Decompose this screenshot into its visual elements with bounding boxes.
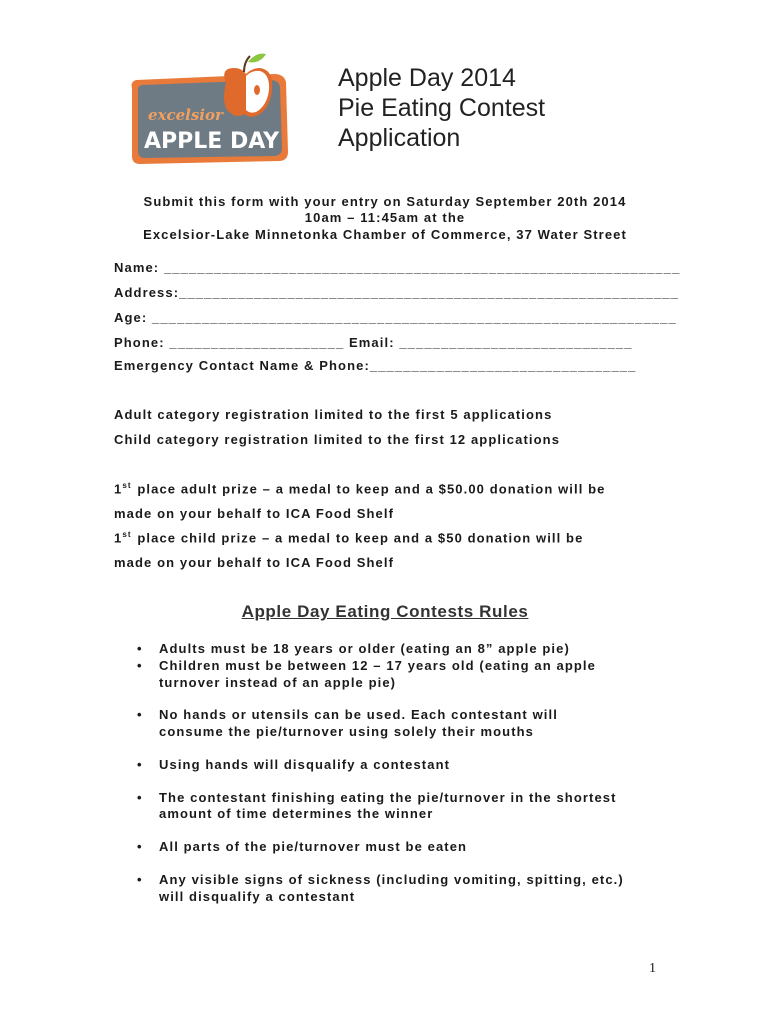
rule-5-line-2: amount of time determines the winner — [159, 806, 434, 821]
rule-7-line-1: Any visible signs of sickness (including vomiting, spitting, etc.) — [159, 872, 624, 887]
child-limit-text: Child category registration limited to the first 12 applications — [114, 432, 561, 447]
rule-2-line-2: turnover instead of an apple pie) — [159, 675, 397, 690]
title-line-1: Apple Day 2014 — [338, 64, 516, 92]
title-line-2: Pie Eating Contest — [338, 94, 546, 122]
rule-1: Adults must be 18 years or older (eating an 8” apple pie) — [159, 641, 570, 656]
rule-4: Using hands will disqualify a contestant — [159, 757, 451, 772]
adult-prize-text: place adult prize – a medal to keep and a $50.00 donation will be — [137, 481, 606, 497]
child-prize-text: place child prize – a medal to keep and a $50 donation will be — [137, 530, 584, 546]
title-line-3: Application — [338, 124, 461, 152]
intro-line-2: 10am – 11:45am at the — [304, 210, 466, 225]
page-number: 1 — [649, 961, 656, 976]
rule-5-line-1: The contestant finishing eating the pie/turnover in the shortest — [159, 790, 617, 805]
bullet-icon: • — [137, 707, 143, 722]
child-prize-ordinal: st — [122, 530, 132, 539]
rule-6: All parts of the pie/turnover must be eaten — [159, 839, 468, 854]
rule-7-line-2: will disqualify a contestant — [159, 889, 356, 904]
intro-line-3: Excelsior-Lake Minnetonka Chamber of Commerce, 37 Water Street — [143, 227, 627, 242]
age-field[interactable]: Age: _______________________________________________________________ — [114, 310, 677, 325]
address-field[interactable]: Address:____________________________________________________________ — [114, 285, 679, 300]
logo-bottom-text: APPLE DAY — [144, 129, 280, 154]
bullet-icon: • — [137, 790, 143, 805]
name-field[interactable]: Name: ______________________________________________________________ — [114, 260, 681, 275]
adult-prize-line-2: made on your behalf to ICA Food Shelf — [114, 506, 394, 521]
rule-3-line-2: consume the pie/turnover using solely their mouths — [159, 724, 534, 739]
bullet-icon: • — [137, 839, 143, 854]
adult-prize-line-1 — [114, 481, 606, 496]
adult-limit-text: Adult category registration limited to the first 5 applications — [114, 407, 553, 422]
excelsior-apple-day-logo — [124, 48, 294, 172]
rule-3-line-1: No hands or utensils can be used. Each contestant will — [159, 707, 558, 722]
rules-heading: Apple Day Eating Contests Rules — [241, 602, 529, 621]
child-prize-line-2: made on your behalf to ICA Food Shelf — [114, 555, 394, 570]
adult-prize-ordinal: st — [122, 481, 132, 490]
bullet-icon: • — [137, 872, 143, 887]
logo-top-text: excelsior — [148, 106, 223, 124]
emergency-contact-field[interactable]: Emergency Contact Name & Phone:________________________________ — [114, 358, 637, 373]
bullet-icon: • — [137, 641, 143, 656]
bullet-icon: • — [137, 658, 143, 673]
document-title — [338, 63, 545, 153]
child-prize-line-1 — [114, 530, 583, 545]
bullet-icon: • — [137, 757, 143, 772]
adult-prize-number: 1 — [114, 481, 123, 497]
child-prize-number: 1 — [114, 530, 123, 546]
intro-line-1: Submit this form with your entry on Saturday September 20th 2014 — [143, 194, 627, 209]
phone-email-field[interactable]: Phone: _____________________ Email: ____________________________ — [114, 335, 633, 350]
rule-2-line-1: Children must be between 12 – 17 years old (eating an apple — [159, 658, 596, 673]
